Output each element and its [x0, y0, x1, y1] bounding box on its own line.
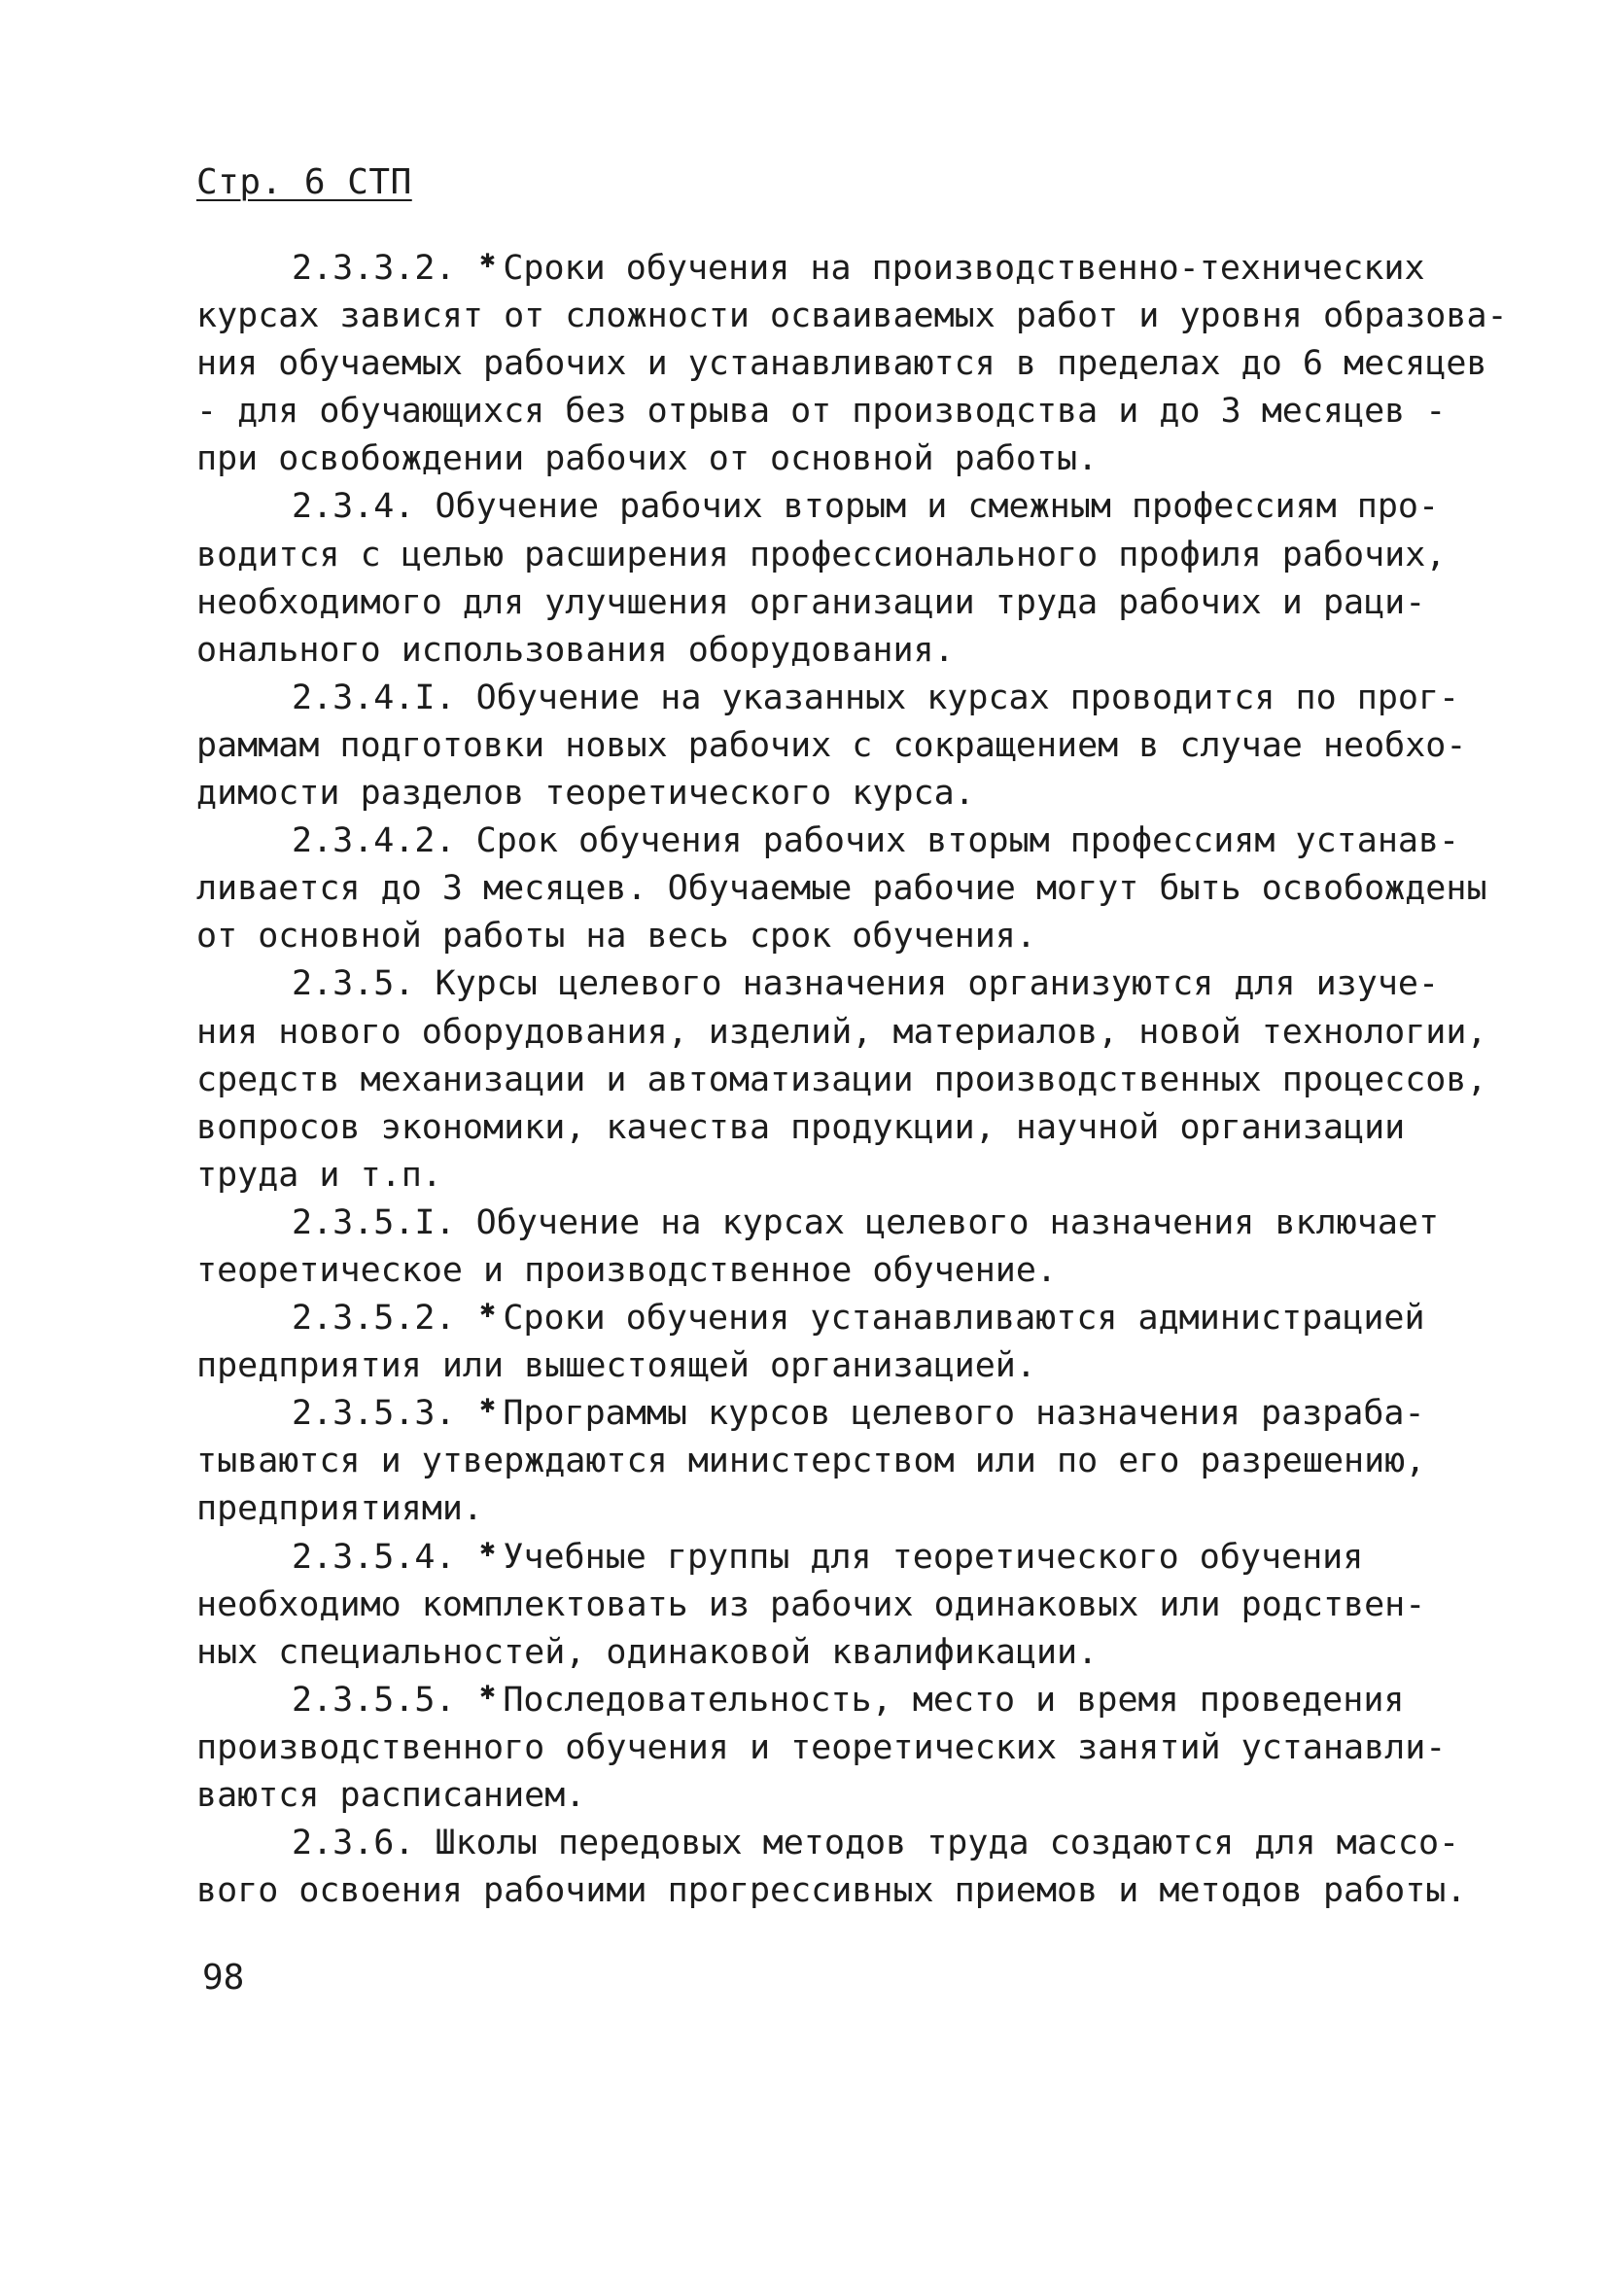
- text-line: [196, 1438, 1470, 1485]
- line-text: ния обучаемых рабочих и устанавливаются в пределах до 6 месяцев: [196, 344, 1487, 384]
- text-line: [196, 293, 1508, 340]
- text-line: [196, 1534, 1470, 1582]
- line-text: Курсы целевого назначения организуются для изуче-: [435, 964, 1440, 1004]
- text-line: [196, 340, 1487, 388]
- asterisk-mark-icon: ✱: [479, 1390, 496, 1420]
- text-line: [196, 770, 1470, 818]
- line-text: Школы передовых методов труда создаются для массо-: [435, 1824, 1460, 1863]
- text-line: [196, 1820, 1470, 1867]
- line-text: средств механизации и автоматизации производственных процессов,: [196, 1060, 1487, 1099]
- text-line: [196, 1724, 1470, 1772]
- line-text: курсах зависят от сложности осваиваемых работ и уровня образова-: [196, 296, 1508, 336]
- text-line: [196, 1057, 1487, 1104]
- line-text: ливается до 3 месяцев. Обучаемые рабочие могут быть освобождены: [196, 869, 1487, 909]
- line-text: Обучение рабочих вторым и смежным профессиям про-: [435, 487, 1440, 527]
- text-line: [196, 1485, 1470, 1533]
- line-text: водится с целью расширения профессионального профиля рабочих,: [196, 535, 1447, 574]
- clause-number: 2.3.5.5.: [292, 1680, 456, 1720]
- text-line: [196, 1582, 1470, 1629]
- line-text: Срок обучения рабочих вторым профессиям устанав-: [475, 821, 1460, 861]
- text-line: [196, 627, 1470, 675]
- text-line: [196, 1295, 1470, 1342]
- text-line: [196, 865, 1487, 913]
- text-line: [196, 435, 1470, 483]
- line-text: ных специальностей, одинаковой квалификации.: [196, 1632, 1099, 1672]
- asterisk-mark-icon: ✱: [479, 1676, 496, 1706]
- asterisk-mark-icon: ✱: [479, 1295, 496, 1325]
- document-body: [196, 245, 1508, 1915]
- clause-number: 2.3.6.: [292, 1824, 415, 1863]
- clause-number: 2.3.5.3.: [292, 1394, 456, 1434]
- line-text: - для обучающихся без отрыва от производства и до 3 месяцев -: [196, 392, 1447, 432]
- asterisk-mark-icon: ✱: [479, 1533, 496, 1563]
- line-text: раммам подготовки новых рабочих с сокращением в случае необхо-: [196, 725, 1467, 765]
- text-line: [196, 1390, 1470, 1438]
- text-line: [196, 1677, 1470, 1724]
- line-text: вопросов экономики, качества продукции, научной организации: [196, 1107, 1406, 1147]
- clause-number: 2.3.4.I.: [292, 678, 456, 717]
- line-text: ния нового оборудования, изделий, материалов, новой технологии,: [196, 1012, 1487, 1052]
- line-text: необходимо комплектовать из рабочих одинаковых или родствен-: [196, 1584, 1426, 1624]
- line-text: Обучение на указанных курсах проводится по прог-: [475, 678, 1460, 717]
- line-text: Учебные группы для теоретического обучения: [503, 1537, 1364, 1577]
- clause-number: 2.3.5.2.: [292, 1299, 456, 1339]
- text-line: [196, 579, 1470, 627]
- clause-number: 2.3.5.I.: [292, 1202, 456, 1242]
- text-line: [196, 675, 1470, 722]
- line-text: от основной работы на весь срок обучения.: [196, 917, 1036, 957]
- line-text: Сроки обучения устанавливаются администрацией: [503, 1299, 1425, 1339]
- page-number: 98: [202, 1958, 245, 1998]
- text-line: [196, 1772, 1470, 1820]
- line-text: необходимого для улучшения организации труда рабочих и раци-: [196, 582, 1426, 622]
- clause-number: 2.3.3.2.: [292, 249, 456, 288]
- line-text: онального использования оборудования.: [196, 630, 955, 670]
- text-line: [196, 388, 1470, 435]
- line-text: Программы курсов целевого назначения разраба-: [503, 1394, 1425, 1434]
- line-text: производственного обучения и теоретических занятий устанавли-: [196, 1727, 1447, 1767]
- text-line: [196, 245, 1470, 293]
- text-line: [196, 1247, 1470, 1295]
- text-line: [196, 1104, 1470, 1152]
- asterisk-mark-icon: ✱: [479, 245, 496, 274]
- line-text: предприятиями.: [196, 1489, 484, 1529]
- text-line: [196, 722, 1470, 770]
- clause-number: 2.3.5.4.: [292, 1537, 456, 1577]
- line-text: вого освоения рабочими прогрессивных приемов и методов работы.: [196, 1871, 1467, 1911]
- line-text: тываются и утверждаются министерством или по его разрешению,: [196, 1442, 1426, 1481]
- text-line: [196, 913, 1470, 960]
- line-text: теоретическое и производственное обучение.: [196, 1250, 1058, 1290]
- line-text: Сроки обучения на производственно-технических: [503, 249, 1425, 288]
- text-line: [196, 1342, 1470, 1390]
- clause-number: 2.3.4.2.: [292, 821, 456, 861]
- line-text: ваются расписанием.: [196, 1776, 586, 1815]
- clause-number: 2.3.4.: [292, 487, 415, 527]
- clause-number: 2.3.5.: [292, 964, 415, 1004]
- text-line: [196, 483, 1470, 531]
- text-line: [196, 1200, 1470, 1247]
- line-text: Последовательность, место и время проведения: [503, 1680, 1405, 1720]
- text-line: [196, 1009, 1487, 1057]
- line-text: предприятия или вышестоящей организацией.: [196, 1346, 1036, 1386]
- text-line: [196, 818, 1470, 865]
- text-line: [196, 960, 1470, 1008]
- text-line: [196, 1152, 1470, 1200]
- line-text: труда и т.п.: [196, 1155, 442, 1195]
- text-line: [196, 1867, 1470, 1915]
- text-line: [196, 532, 1470, 579]
- line-text: Обучение на курсах целевого назначения включает: [475, 1202, 1440, 1242]
- text-line: [196, 1629, 1470, 1677]
- line-text: димости разделов теоретического курса.: [196, 774, 975, 814]
- page-header: Стр. 6 СТП: [196, 162, 412, 202]
- line-text: при освобождении рабочих от основной работы.: [196, 439, 1099, 479]
